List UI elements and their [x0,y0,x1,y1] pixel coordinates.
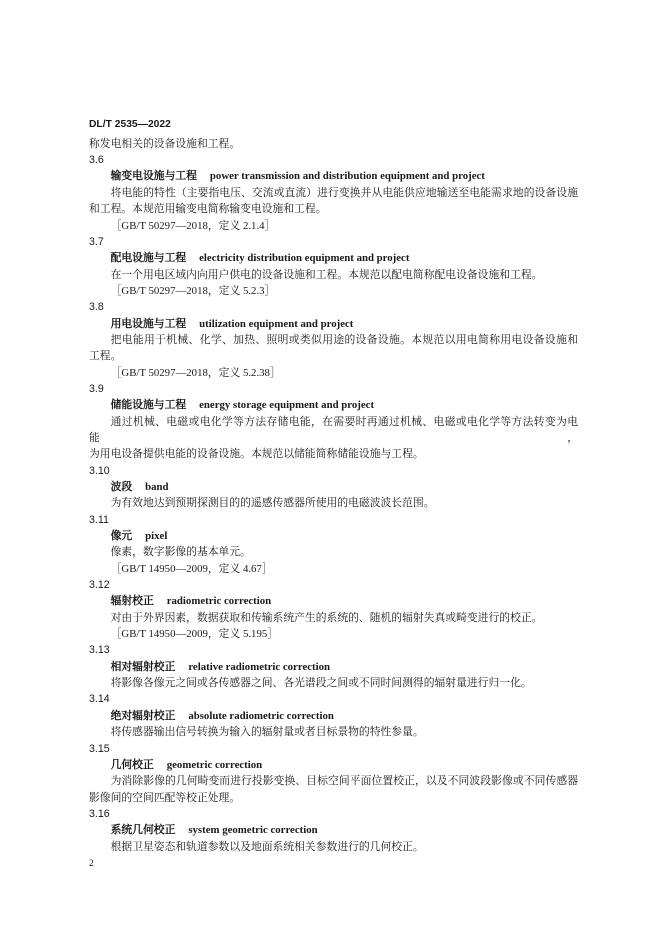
term-english: pixel [145,530,168,543]
term-english: electricity distribution equipment and project [199,252,410,265]
term-heading [89,593,578,609]
term-heading [89,757,578,773]
source-reference: ［GB/T 50297—2018，定义 5.2.3］ [110,284,276,297]
term-chinese: 配电设施与工程 [110,252,187,265]
definition-line: 影像间的空间匹配等校正处理。 [89,791,241,804]
term-chinese: 绝对辐射校正 [110,709,176,722]
definition-line: 对由于外界因素，数据获取和传输系统产生的系统的、随机的辐射失真或畸变进行的校正。 [110,611,543,624]
term-heading [89,250,578,266]
term-chinese: 像元 [110,530,133,543]
definition-line: 为消除影像的几何畸变而进行投影变换、目标空间平面位置校正，以及不同波段影像或不同传感器 [110,775,578,788]
definition-line: 将电能的特性（主要指电压、交流或直流）进行变换并从电能供应地输送至电能需求地的设备设施 [110,186,578,199]
term-entry [89,642,578,691]
term-entry [89,381,578,463]
term-english: power transmission and distribution equipment and project [209,170,485,183]
clause-number: 3.6 [89,154,104,167]
term-heading [89,822,578,838]
term-entry [89,806,578,855]
definition-line: 和工程。本规范用输变电简称输变电设施和工程。 [89,203,327,216]
term-heading [89,528,578,544]
running-header: DL/T 2535—2022 [89,119,171,130]
term-entry [89,152,578,234]
term-entry [89,299,578,381]
term-heading [89,479,578,495]
term-entry [89,512,578,577]
source-reference: ［GB/T 50297—2018，定义 5.2.38］ [110,366,281,379]
definition-line: 将传感器输出信号转换为输入的辐射量或者目标景物的特性参量。 [110,726,424,739]
definition-line: 根据卫星姿态和轨道参数以及地面系统相关参数进行的几何校正。 [110,840,424,853]
term-chinese: 几何校正 [110,758,154,771]
clause-number: 3.13 [89,644,110,657]
clause-number: 3.11 [89,513,109,526]
term-chinese: 系统几何校正 [110,824,176,837]
term-heading [89,659,578,675]
term-entry [89,691,578,740]
term-chinese: 辐射校正 [110,595,154,608]
definition-line: 通过机械、电磁或电化学等方法存储电能，在需要时再通过机械、电磁或电化学等方法转变为电能， [89,415,578,444]
term-chinese: 相对辐射校正 [110,660,176,673]
term-chinese: 波段 [110,481,133,494]
definition-line: 像素，数字影像的基本单元。 [110,546,251,559]
source-reference: ［GB/T 14950—2009，定义 5.195］ [110,628,279,641]
term-english: energy storage equipment and project [199,399,375,412]
term-heading [89,168,578,184]
definition-line: 为用电设备提供电能的设备设施。本规范以储能简称储能设施与工程。 [89,448,424,461]
term-english: geometric correction [166,758,263,771]
clause-number: 3.7 [89,235,104,248]
definition-line: 在一个用电区域内向用户供电的设备设施和工程。本规范以配电简称配电设备设施和工程。 [110,268,543,281]
continuation-text: 称发电相关的设备设施和工程。 [89,137,241,150]
clause-number: 3.9 [89,382,104,395]
term-entry [89,741,578,806]
term-entry [89,463,578,512]
term-english: system geometric correction [188,824,318,837]
definition-line: 为有效地达到预期探测目的的遥感传感器所使用的电磁波波长范围。 [110,497,435,510]
clause-number: 3.8 [89,301,104,314]
definition-line: 把电能用于机械、化学、加热、照明或类似用途的设备设施。本规范以用电简称用电设备设施和 [110,333,578,346]
term-entry [89,577,578,642]
term-english: radiometric correction [166,595,272,608]
clause-number: 3.12 [89,579,110,592]
term-chinese: 用电设施与工程 [110,317,187,330]
terms-body [89,136,578,855]
source-reference: ［GB/T 14950—2009，定义 4.67］ [110,562,273,575]
clause-number: 3.15 [89,742,110,755]
term-heading [89,316,578,332]
term-entry [89,234,578,299]
page-number: 2 [89,859,94,869]
clause-number: 3.14 [89,693,110,706]
term-heading [89,708,578,724]
clause-number: 3.10 [89,464,110,477]
definition-line: 工程。 [89,350,122,363]
term-chinese: 储能设施与工程 [110,399,187,412]
term-english: utilization equipment and project [199,317,354,330]
source-reference: ［GB/T 50297—2018，定义 2.1.4］ [110,219,276,232]
term-heading [89,397,578,413]
term-english: band [145,481,169,494]
term-chinese: 输变电设施与工程 [110,170,197,183]
term-english: absolute radiometric correction [188,709,334,722]
definition-line: 将影像各像元之间或各传感器之间、各光谱段之间或不同时间测得的辐射量进行归一化。 [110,677,532,690]
term-english: relative radiometric correction [188,660,331,673]
clause-number: 3.16 [89,807,110,820]
